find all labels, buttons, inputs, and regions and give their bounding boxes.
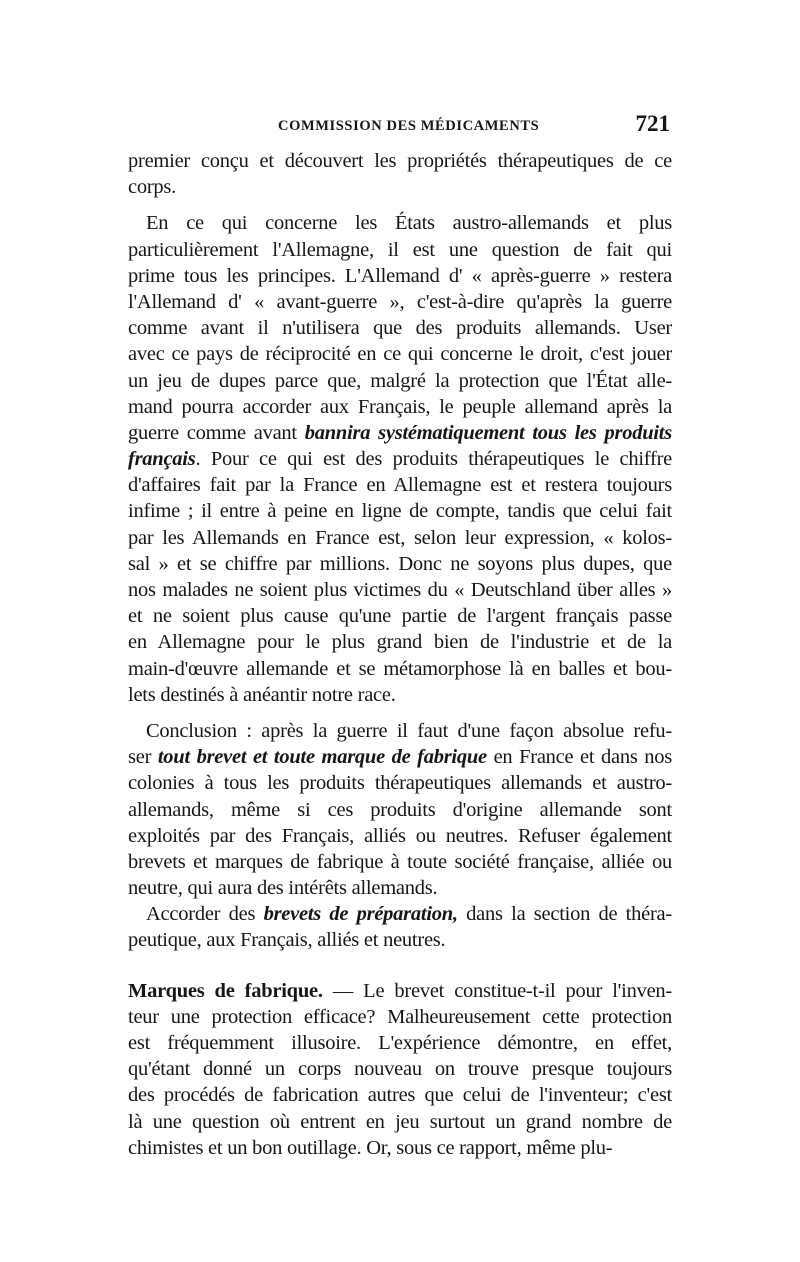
- text-run: par les Allemands en France est, selon leur expression, « kolos-: [128, 526, 672, 549]
- text-line: [128, 603, 672, 629]
- paragraph: [128, 901, 672, 953]
- text-line: [128, 1082, 672, 1108]
- text-line: [128, 210, 672, 236]
- text-run: allemands, même si ces produits d'origine allemande sont: [128, 798, 672, 821]
- section-heading: Marques de fabrique.: [128, 979, 323, 1002]
- text-line: [128, 498, 672, 524]
- text-run: est fréquemment illusoire. L'expérience démontre, en effet,: [128, 1032, 672, 1054]
- text-run: particulièrement l'Allemagne, il est une question de fait qui: [128, 238, 672, 261]
- emphasis-text: tout brevet et toute marque de fabrique: [157, 746, 487, 769]
- text-line: [128, 263, 672, 289]
- paragraph: [128, 210, 672, 708]
- text-line: [128, 718, 672, 744]
- text-run: brevets et marques de fabrique à toute société française, alliée ou: [128, 850, 672, 873]
- text-run: exploités par des Français, alliés ou neutres. Refuser également: [128, 824, 672, 847]
- text-run: peutique, aux Français, alliés et neutres.: [128, 929, 446, 952]
- text-line: [128, 797, 672, 823]
- text-run: nos malades ne soient plus victimes du « Deutschland über alles »: [128, 579, 672, 601]
- text-run: premier conçu et découvert les propriétés thérapeutiques de ce: [128, 150, 672, 172]
- text-run: . Pour ce qui est des produits thérapeutiques le chiffre: [195, 448, 672, 471]
- text-line: [128, 394, 672, 420]
- text-line: [128, 901, 672, 927]
- text-line: [128, 551, 672, 577]
- text-run: ser: [128, 746, 158, 769]
- text-run: lets destinés à anéantir notre race.: [128, 683, 396, 706]
- text-run: mand pourra accorder aux Français, le peuple allemand après la: [128, 395, 672, 418]
- emphasis-text: brevets de préparation,: [263, 903, 458, 926]
- text-run: chimistes et un bon outillage. Or, sous ce rapport, même plu-: [128, 1136, 613, 1159]
- text-line: [128, 1109, 672, 1135]
- text-run: corps.: [128, 176, 177, 199]
- page-number: 721: [635, 111, 670, 136]
- text-run: colonies à tous les produits thérapeutiques allemands et austro-: [128, 772, 672, 795]
- text-line: [128, 420, 672, 446]
- text-line: [128, 1135, 672, 1161]
- text-run: sal » et se chiffre par millions. Donc ne soyons plus dupes, que: [128, 552, 672, 575]
- text-line: [128, 875, 672, 901]
- text-line: [128, 927, 672, 953]
- emphasis-text: bannira systématiquement tous les produits: [304, 421, 672, 444]
- text-run: avec ce pays de réciprocité en ce qui concerne le droit, c'est jouer: [128, 343, 672, 366]
- text-run: des procédés de fabrication autres que celui de l'inventeur; c'est: [128, 1084, 672, 1107]
- text-line: [128, 577, 672, 603]
- text-line: [128, 315, 672, 341]
- text-line: [128, 472, 672, 498]
- text-run: en Allemagne pour le plus grand bien de l'industrie et de la: [128, 631, 672, 654]
- text-line: [128, 744, 672, 770]
- text-run: Accorder des: [146, 903, 264, 926]
- text-run: et ne soient plus cause qu'une partie de l'argent français passe: [128, 605, 672, 628]
- text-line: [128, 823, 672, 849]
- text-line: [128, 237, 672, 263]
- text-run: l'Allemand d' « avant-guerre », c'est-à-dire qu'après la guerre: [128, 290, 672, 313]
- text-line: [128, 978, 672, 1004]
- text-line: [128, 629, 672, 655]
- text-line: [128, 770, 672, 796]
- running-head: [128, 111, 670, 141]
- text-run: prime tous les principes. L'Allemand d' « après-guerre » restera: [128, 264, 672, 287]
- text-run: main-d'œuvre allemande et se métamorphose là en balles et bou-: [128, 657, 672, 680]
- text-line: [128, 1030, 672, 1056]
- body-text: [128, 148, 672, 1161]
- text-run: teur une protection efficace? Malheureusement cette protection: [128, 1005, 672, 1028]
- paragraph: [128, 978, 672, 1161]
- text-run: neutre, qui aura des intérêts allemands.: [128, 877, 438, 900]
- text-run: un jeu de dupes parce que, malgré la protection que l'État alle-: [128, 369, 672, 392]
- text-line: [128, 341, 672, 367]
- text-line: [128, 656, 672, 682]
- text-run: en France et dans nos: [486, 746, 672, 769]
- paragraph: [128, 148, 672, 200]
- text-line: [128, 368, 672, 394]
- text-line: [128, 525, 672, 551]
- paragraph: [128, 718, 672, 901]
- text-line: [128, 289, 672, 315]
- text-run: — Le brevet constitue-t-il pour l'inven-: [322, 979, 672, 1002]
- emphasis-text: français: [128, 448, 196, 471]
- text-line: [128, 1056, 672, 1082]
- text-run: qu'étant donné un corps nouveau on trouve presque toujours: [128, 1058, 672, 1081]
- text-run: là une question où entrent en jeu surtout un grand nombre de: [128, 1110, 672, 1133]
- text-run: infime ; il entre à peine en ligne de compte, tandis que celui fait: [128, 500, 672, 523]
- text-run: comme avant il n'utilisera que des produits allemands. User: [128, 317, 672, 340]
- text-line: [128, 849, 672, 875]
- text-line: [128, 446, 672, 472]
- text-run: Conclusion : après la guerre il faut d'une façon absolue refu-: [146, 719, 672, 742]
- text-run: d'affaires fait par la France en Allemagne est et restera toujours: [128, 474, 672, 497]
- text-line: [128, 1004, 672, 1030]
- running-head-title: COMMISSION DES MÉDICAMENTS: [278, 118, 540, 134]
- text-line: [128, 174, 672, 200]
- text-line: [128, 682, 672, 708]
- text-run: En ce qui concerne les États austro-allemands et plus: [146, 212, 672, 235]
- text-run: dans la section de théra-: [457, 903, 672, 926]
- text-line: [128, 148, 672, 174]
- text-run: guerre comme avant: [128, 421, 305, 444]
